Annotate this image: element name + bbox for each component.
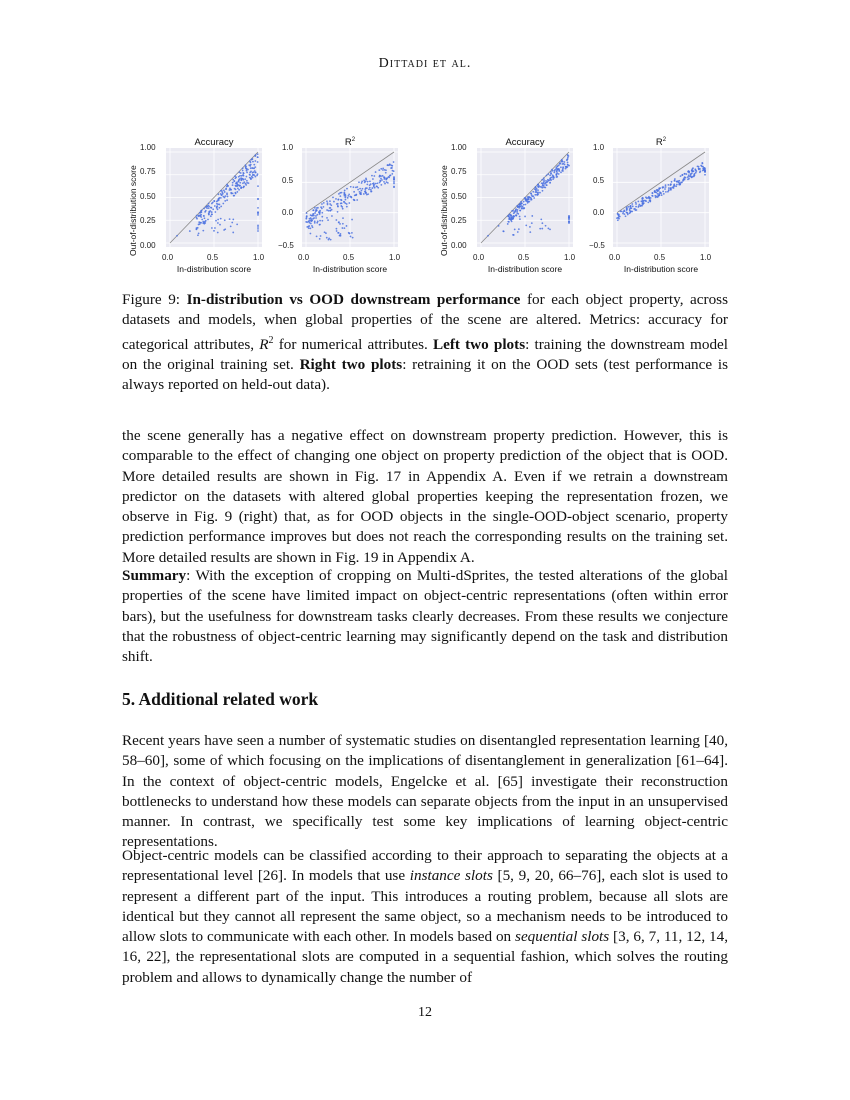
plot-title: $R^2$ [344,137,356,149]
x-axis-label: In-distribution score [312,264,388,274]
y-tick: 0.25 [451,216,467,225]
x-tick: 0.0 [473,253,485,262]
x-tick: 0.5 [343,253,355,262]
plot-axes [477,148,573,247]
y-tick: −0.5 [278,241,294,250]
y-tick: 0.5 [593,176,605,185]
scatter-plot [613,148,709,247]
y-tick: 0.50 [140,192,156,201]
plot-axes [613,148,709,247]
y-tick: 1.0 [593,143,605,152]
x-tick: 1.0 [389,253,401,262]
y-axis-label: Out-of-distribution score [439,165,449,256]
y-tick: 0.75 [451,167,467,176]
scatter-plot [302,148,398,247]
scatter-plot [166,148,262,247]
y-tick: 1.00 [140,143,156,152]
plot-axes [302,148,398,247]
y-tick: −0.5 [589,241,605,250]
x-tick: 0.0 [298,253,310,262]
page-number: 12 [418,1005,432,1020]
x-tick: 0.0 [609,253,621,262]
x-axis-label: In-distribution score [176,264,252,274]
x-tick: 1.0 [700,253,712,262]
paragraph-results: the scene generally has a negative effect on downstream property prediction. However, this is comparable to the effect of changing one object on property prediction of the object that is OOD. More detailed results are shown in Fig. 17 in Appendix A. Even if we retrain a downstream predictor on the datasets with altered global properties keeping the representation frozen, we observe in Fig. 9 (right) that, as for OOD objects in the single-OOD-object scenario, property prediction performance improves but does not reach the corresponding results on the training set. More detailed results are shown in Fig. 19 in Appendix A. [122,427,728,566]
y-tick: 0.0 [593,208,605,217]
x-axis-label: In-distribution score [623,264,699,274]
y-tick: 0.00 [451,241,467,250]
x-tick: 1.0 [253,253,265,262]
y-tick: 1.00 [451,143,467,152]
running-head: Dittadi et al. [378,56,472,71]
y-tick: 0.50 [451,192,467,201]
x-tick: 0.5 [518,253,530,262]
y-tick: 0.0 [282,208,294,217]
figure-9 [120,132,740,282]
section-heading: 5. Additional related work [122,689,319,709]
y-axis-label: Out-of-distribution score [128,165,138,256]
paragraph-related-work-1: Recent years have seen a number of systematic studies on disentangled representation learning [40, 58–60], some of which focusing on the implications of disentanglement in generalization [61–64]. In the context of object-centric models, Engelcke et al. [65] investigate their reconstruction bottlenecks to understand how these models can separate objects from the input in an unsupervised manner. In contrast, we specifically test some key implications of learning object-centric representations. [122,732,728,851]
y-tick: 0.5 [282,176,294,185]
figure-caption: Figure 9: In-distribution vs OOD downstream performance for each object property, across datasets and models, when global properties of the scene are altered. Metrics: accuracy for categorical attributes, $R^2$ for numerical attributes. Left two plots: training the downstream model on the original training set. Right two plots: retraining it on the OOD sets (test performance is always reported on held-out data). [122,291,729,394]
y-tick: 0.00 [140,241,156,250]
plot-title: Accuracy [194,137,234,148]
scatter-plot [477,148,573,247]
paragraph-summary: Summary: With the exception of cropping on Multi-dSprites, the tested alterations of the global properties of the scene have limited impact on object-centric representations (often within error bars), but the usefulness for downstream tasks clearly decreases. From these results we conjecture that the robustness of object-centric learning may significantly depend on the task and distribution shift. [122,567,728,666]
x-tick: 0.5 [207,253,219,262]
y-tick: 0.75 [140,167,156,176]
y-tick: 0.25 [140,216,156,225]
x-tick: 0.5 [654,253,666,262]
plot-axes [166,148,262,247]
plot-title: Accuracy [505,137,545,148]
x-axis-label: In-distribution score [487,264,563,274]
x-tick: 1.0 [564,253,576,262]
plot-title: $R^2$ [655,137,667,149]
y-tick: 1.0 [282,143,294,152]
paragraph-related-work-2: Object-centric models can be classified according to their approach to separating the objects at a representational level [26]. In models that use instance slots [5, 9, 20, 66–76], each slot is used to represent a different part of the input. This introduces a routing problem, because all slots are identical but they cannot all represent the same object, so a mechanism needs to be introduced to allow slots to communicate with each other. In models based on sequential slots [3, 6, 7, 11, 12, 14, 16, 22], the representational slots are computed in a sequential fashion, which solves the routing problem and allows to dynamically change the number of [122,847,729,986]
x-tick: 0.0 [162,253,174,262]
